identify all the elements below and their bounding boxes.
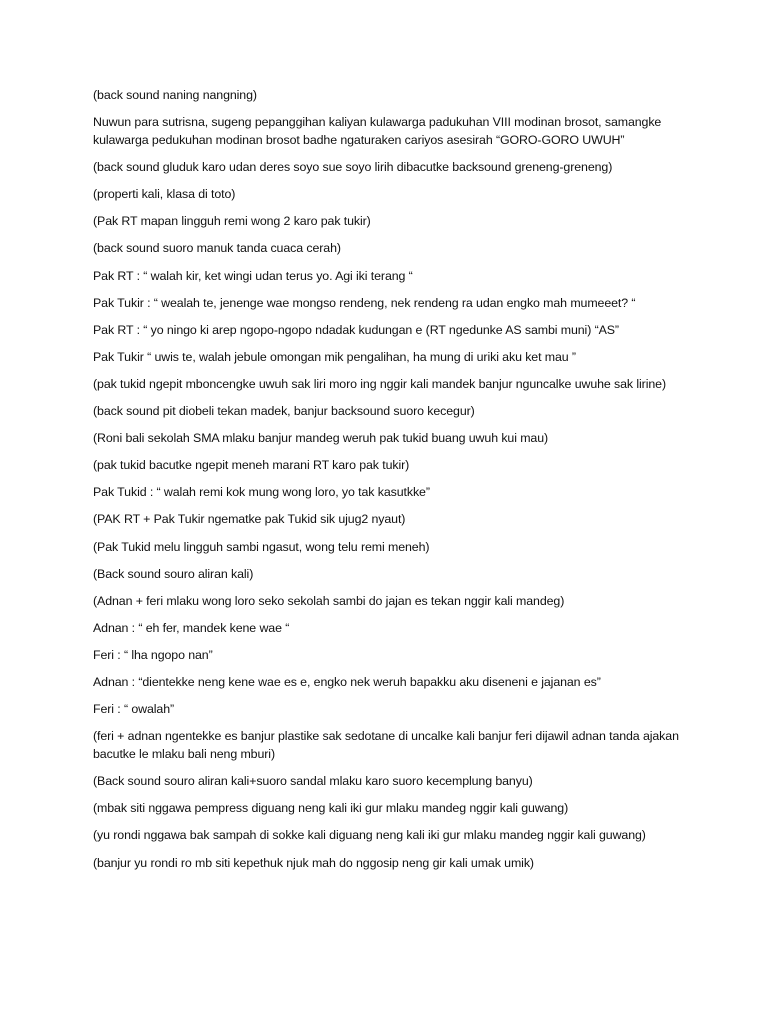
paragraph: (banjur yu rondi ro mb siti kepethuk njuk mah do nggosip neng gir kali umak umik) [93, 855, 534, 870]
paragraph: Nuwun para sutrisna, sugeng pepanggihan kaliyan kulawarga padukuhan VIII modinan brosot, samangke kulawarga pedukuhan modinan brosot badhe ngaturaken cariyos asesirah “GORO-GORO UWUH” [93, 115, 662, 148]
paragraph: (Adnan + feri mlaku wong loro seko sekolah sambi do jajan es tekan nggir kali mandeg) [93, 593, 565, 608]
paragraph: (feri + adnan ngentekke es banjur plastike sak sedotane di uncalke kali banjur feri dijawil adnan tanda ajakan bacutke le mlaku bali neng mburi) [93, 729, 679, 762]
paragraph: (PAK RT + Pak Tukir ngematke pak Tukid sik ujug2 nyaut) [93, 512, 406, 527]
paragraph: (Back sound souro aliran kali+suoro sandal mlaku karo suoro kecemplung banyu) [93, 774, 533, 789]
paragraph: (back sound suoro manuk tanda cuaca cerah) [93, 241, 341, 256]
paragraph: (mbak siti nggawa pempress diguang neng kali iki gur mlaku mandeg nggir kali guwang) [93, 801, 569, 816]
paragraph: (yu rondi nggawa bak sampah di sokke kali diguang neng kali iki gur mlaku mandeg nggir kali guwang) [93, 828, 646, 843]
paragraph: (Pak RT mapan lingguh remi wong 2 karo pak tukir) [93, 214, 371, 229]
document-body [93, 86, 683, 881]
paragraph: (Back sound souro aliran kali) [93, 566, 254, 581]
paragraph: (Pak Tukid melu lingguh sambi ngasut, wong telu remi meneh) [93, 539, 430, 554]
paragraph: (back sound pit diobeli tekan madek, banjur backsound suoro kecegur) [93, 404, 475, 419]
paragraph: (pak tukid ngepit mboncengke uwuh sak liri moro ing nggir kali mandek banjur nguncalke uwuhe sak lirine) [93, 376, 666, 391]
paragraph: Pak RT : “ yo ningo ki arep ngopo-ngopo ndadak kudungan e (RT ngedunke AS sambi muni) “AS” [93, 322, 619, 337]
paragraph: (pak tukid bacutke ngepit meneh marani RT karo pak tukir) [93, 458, 410, 473]
paragraph: Pak Tukir : “ wealah te, jenenge wae mongso rendeng, nek rendeng ra udan engko mah mumeeet? “ [93, 295, 636, 310]
paragraph: (back sound naning nangning) [93, 88, 257, 102]
paragraph: Adnan : “ eh fer, mandek kene wae “ [93, 620, 290, 635]
paragraph: Pak RT : “ walah kir, ket wingi udan terus yo. Agi iki terang “ [93, 268, 413, 283]
paragraph: Feri : “ lha ngopo nan” [93, 647, 213, 662]
paragraph: (properti kali, klasa di toto) [93, 187, 236, 202]
paragraph: Pak Tukid : “ walah remi kok mung wong loro, yo tak kasutkke” [93, 485, 430, 500]
paragraph: (back sound gluduk karo udan deres soyo sue soyo lirih dibacutke backsound greneng-greneng) [93, 160, 613, 175]
paragraph: Feri : “ owalah” [93, 702, 175, 717]
paragraph: Pak Tukir “ uwis te, walah jebule omongan mik pengalihan, ha mung di uriki aku ket mau ” [93, 349, 576, 364]
paragraph: Adnan : “dientekke neng kene wae es e, engko nek weruh bapakku aku diseneni e jajanan es” [93, 674, 601, 689]
paragraph: (Roni bali sekolah SMA mlaku banjur mandeg weruh pak tukid buang uwuh kui mau) [93, 431, 549, 446]
